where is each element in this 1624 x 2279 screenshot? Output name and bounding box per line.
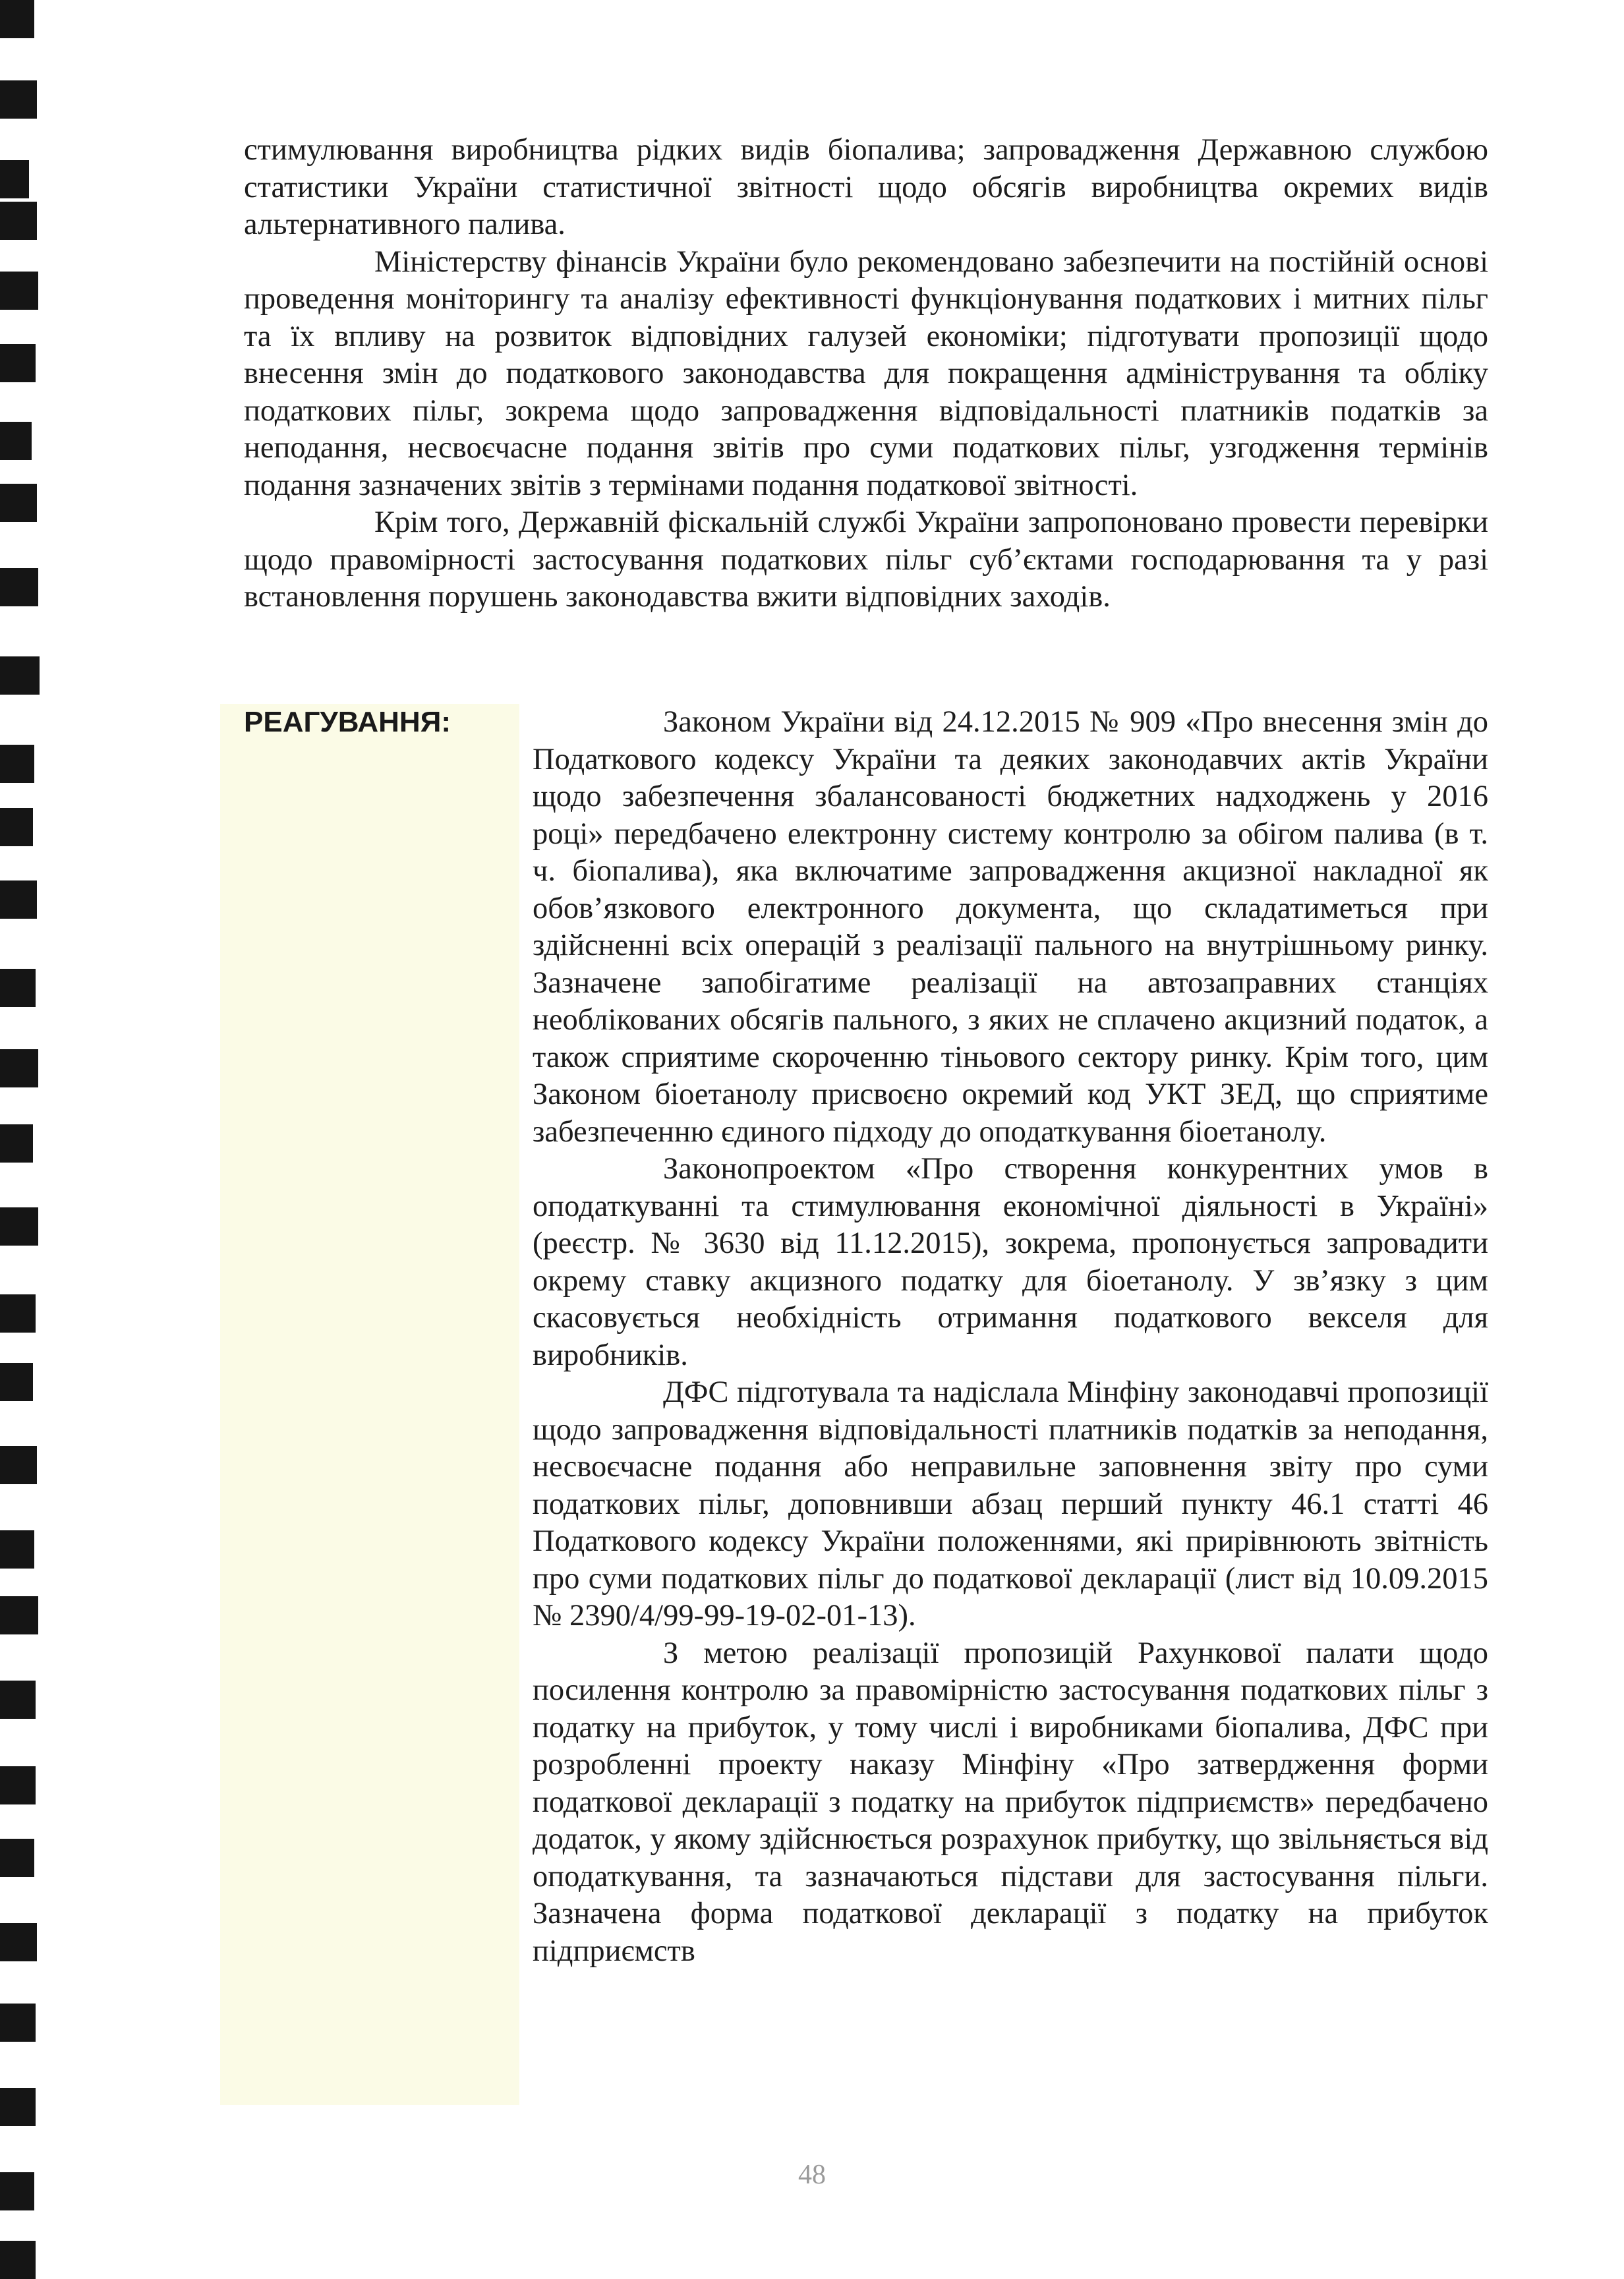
response-label: РЕАГУВАННЯ:: [244, 706, 451, 738]
top-text-block: [244, 132, 1488, 616]
response-text-block: [533, 704, 1488, 1970]
response-paragraph-dfs-proposals: ДФС підготувала та надіслала Мінфіну законодавчі пропозиції щодо запровадження відповідальності платників податків за неподання, несвоєчасне подання або неправильне заповнення звіту про суми податкових пільг, доповнивши абзац перший пункту 46.1 статті 46 Податкового кодексу України положеннями, які прирівнюють звітність про суми податкових пільг до податкової декларації (лист від 10.09.2015 № 2390/4/99-99-19-02-01-13).: [533, 1375, 1488, 1632]
paragraph-fiscal-service: Крім того, Державній фіскальній службі України запропоновано провести перевірки щодо правомірності застосування податкових пільг суб’єктами господарювання та у разі встановлення порушень законодавства вжити відповідних заходів.: [244, 505, 1488, 614]
paragraph-continuation: стимулювання виробництва рідких видів біопалива; запровадження Державною службою статистики України статистичної звітності щодо обсягів виробництва окремих видів альтернативного палива.: [244, 133, 1488, 241]
spiral-binding: [0, 0, 72, 2278]
paragraph-ministry-finance: Міністерству фінансів України було рекомендовано забезпечити на постійній основі проведення моніторингу та аналізу ефективності функціонування податкових і митних пільг та їх впливу на розвиток відповідних галузей економіки; підготувати пропозиції щодо внесення змін до податкового законодавства для покращення адміністрування та обліку податкових пільг, зокрема щодо запровадження відповідальності платників податків за неподання, несвоєчасне подання звітів про суми податкових пільг, узгодження термінів подання зазначених звітів з термінами подання податкової звітності.: [244, 245, 1488, 502]
response-paragraph-draft-law: Законопроектом «Про створення конкурентних умов в оподаткуванні та стимулювання економічної діяльності в Україні» (реєстр. № 3630 від 11.12.2015), зокрема, пропонується запровадити окрему ставку акцизного податку для біоетанолу. У зв’язку з цим скасовується необхідність отримання податкового векселя для виробників.: [533, 1152, 1488, 1372]
response-paragraph-tax-declaration: З метою реалізації пропозицій Рахункової палати щодо посилення контролю за правомірністю застосування податкових пільг з податку на прибуток, у тому числі і виробниками біопалива, ДФС при розробленні проекту наказу Мінфіну «Про затвердження форми податкової декларації з податку на прибуток підприємств» передбачено додаток, у якому здійснюється розрахунок прибутку, що звільняється від оподаткування, та зазначаються підстави для застосування пільги. Зазначена форма податкової декларації з податку на прибуток підприємств: [533, 1636, 1488, 1968]
response-paragraph-law-909: Законом України від 24.12.2015 № 909 «Про внесення змін до Податкового кодексу України та деяких законодавчих актів України щодо забезпечення збалансованості бюджетних надходжень у 2016 році» передбачено електронну систему контролю за обігом палива (в т. ч. біопалива), яка включатиме запровадження акцизної накладної як обов’язкового електронного документа, що складатиметься при здійсненні всіх операцій з реалізації пального на внутрішньому ринку. Зазначене запобігатиме реалізації на автозаправних станціях необлікованих обсягів пального, з яких не сплачено акцизний податок, а також сприятиме скороченню тіньового сектору ринку. Крім того, цим Законом біоетанолу присвоєно окремий код УКТ ЗЕД, що сприятиме забезпеченню єдиного підходу до оподаткування біоетанолу.: [533, 705, 1488, 1149]
response-label-highlight: [220, 704, 519, 2105]
page-number: 48: [798, 2160, 826, 2190]
